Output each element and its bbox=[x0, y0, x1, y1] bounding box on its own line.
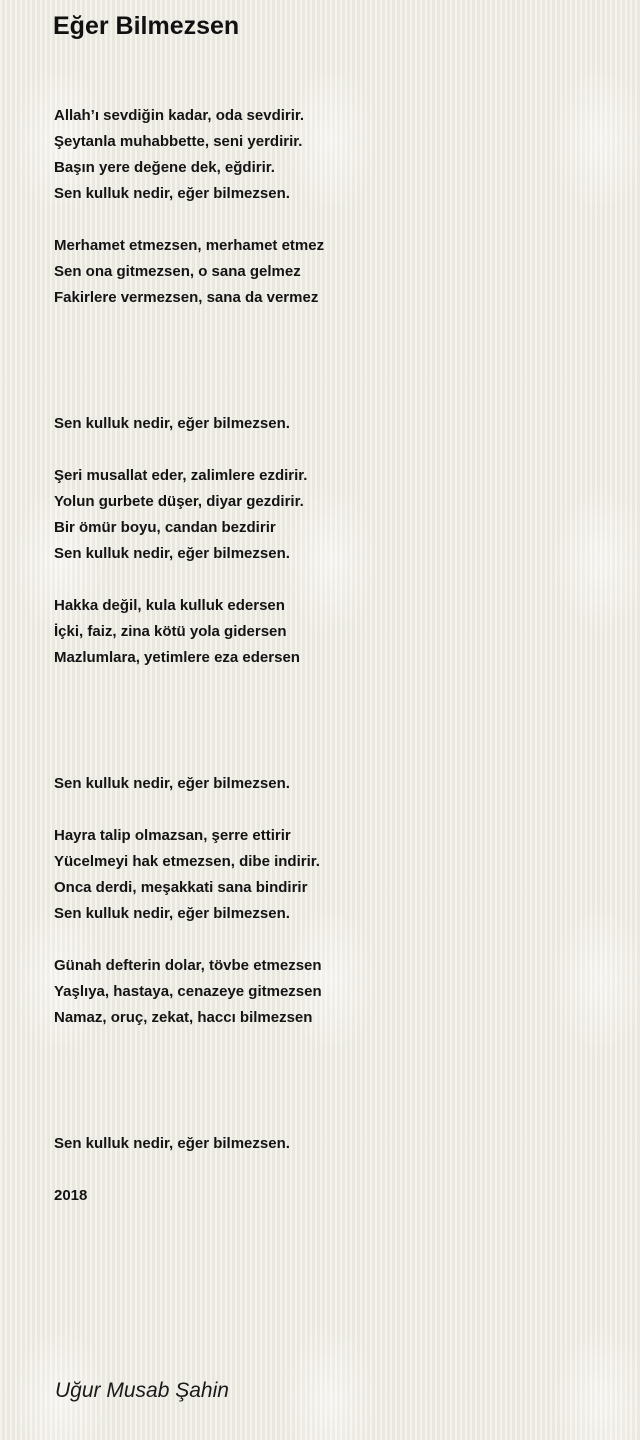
poem-line: Sen kulluk nedir, eğer bilmezsen. bbox=[54, 415, 290, 432]
poem-line: Onca derdi, meşakkati sana bindirir bbox=[54, 879, 308, 896]
poem-line: Hayra talip olmazsan, şerre ettirir bbox=[54, 827, 291, 844]
poem-line: Şeri musallat eder, zalimlere ezdirir. bbox=[54, 467, 308, 484]
poem-line: Günah defterin dolar, tövbe etmezsen bbox=[54, 957, 322, 974]
poem-line: Mazlumlara, yetimlere eza edersen bbox=[54, 649, 300, 666]
poem-line: Bir ömür boyu, candan bezdirir bbox=[54, 519, 276, 536]
poem-author: Uğur Musab Şahin bbox=[55, 1379, 229, 1402]
poem-line: Allah’ı sevdiğin kadar, oda sevdirir. bbox=[54, 107, 305, 124]
poem-line: Şeytanla muhabbette, seni yerdirir. bbox=[54, 133, 303, 150]
poem-line: Yaşlıya, hastaya, cenazeye gitmezsen bbox=[54, 983, 322, 1000]
poem-line: İçki, faiz, zina kötü yola gidersen bbox=[54, 623, 287, 640]
poem-line: Sen kulluk nedir, eğer bilmezsen. bbox=[54, 545, 290, 562]
poem-line: Sen kulluk nedir, eğer bilmezsen. bbox=[54, 905, 290, 922]
poem-line: Sen ona gitmezsen, o sana gelmez bbox=[54, 263, 301, 280]
poem-year: 2018 bbox=[54, 1187, 88, 1204]
poem-line: Yücelmeyi hak etmezsen, dibe indirir. bbox=[54, 853, 320, 870]
poem-line: Sen kulluk nedir, eğer bilmezsen. bbox=[54, 1135, 290, 1152]
poem-line: Fakirlere vermezsen, sana da vermez bbox=[54, 289, 319, 306]
poem-line: Merhamet etmezsen, merhamet etmez bbox=[54, 237, 325, 254]
poem-line: Sen kulluk nedir, eğer bilmezsen. bbox=[54, 775, 290, 792]
poem-line: Başın yere değene dek, eğdirir. bbox=[54, 159, 275, 176]
poem-title: Eğer Bilmezsen bbox=[53, 12, 240, 40]
poem-line: Sen kulluk nedir, eğer bilmezsen. bbox=[54, 185, 290, 202]
poem-line: Hakka değil, kula kulluk edersen bbox=[54, 597, 285, 614]
poem-line: Yolun gurbete düşer, diyar gezdirir. bbox=[54, 493, 304, 510]
poem-line: Namaz, oruç, zekat, haccı bilmezsen bbox=[54, 1009, 313, 1026]
